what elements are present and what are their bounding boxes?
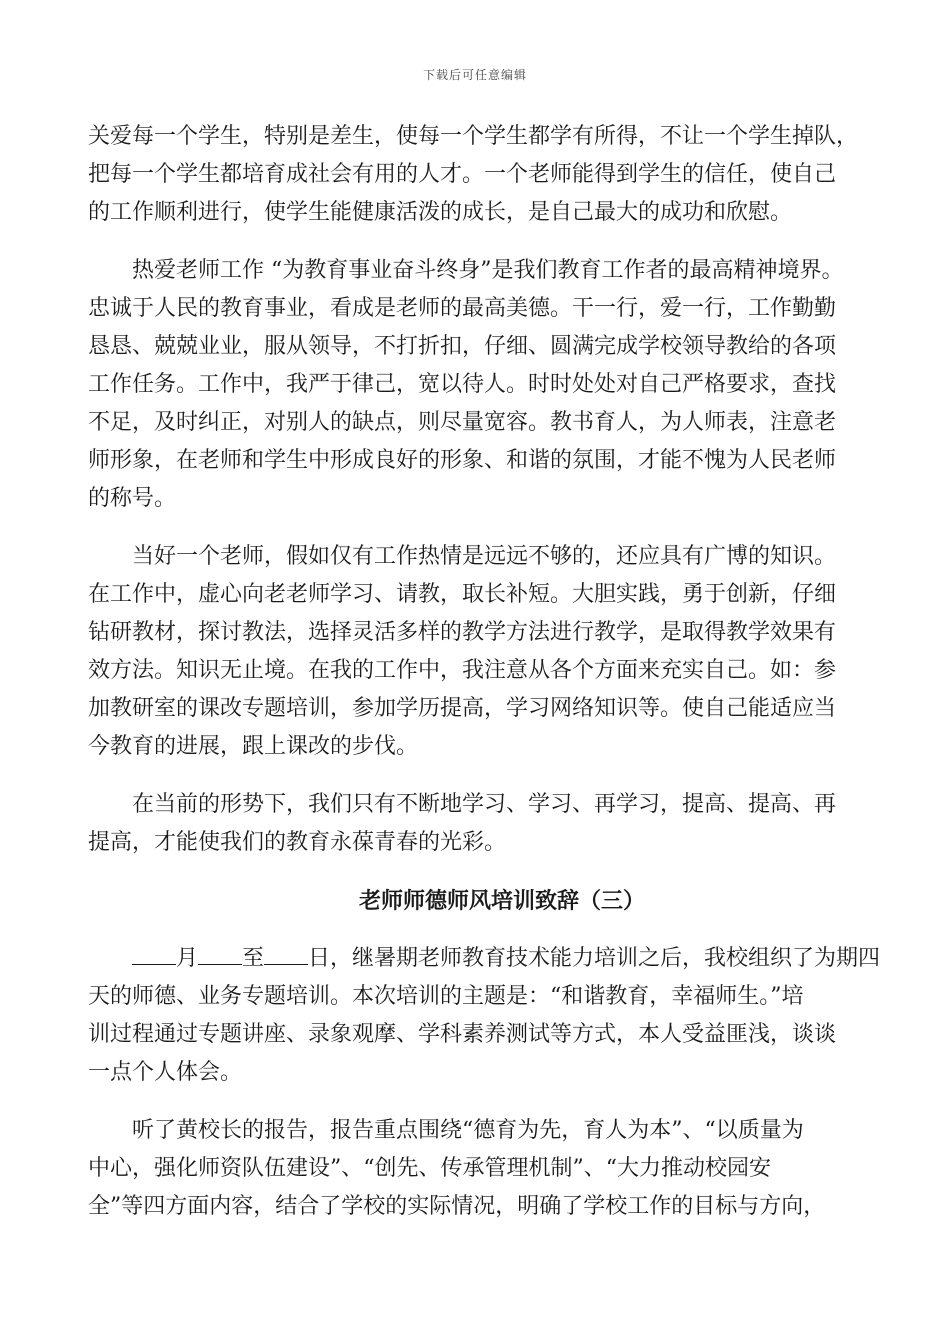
paragraph-line: 关爱每一个学生，特别是差生，使每一个学生都学有所得，不让一个学生掉队，	[88, 124, 859, 149]
paragraph-line: 训过程通过专题讲座、录象观摩、学科素养测试等方式，本人受益匪浅，谈谈	[88, 1022, 837, 1047]
paragraph-line: 加教研室的课改专题培训，参加学历提高，学习网络知识等。使自己能适应当	[88, 696, 837, 721]
paragraph-line: 工作任务。工作中，我严于律己，宽以待人。时时处处对自己严格要求，查找	[88, 372, 837, 397]
paragraph-line: 中心，强化师资队伍建设”、“创先、传承管理机制”、“大力推动校园安	[88, 1156, 771, 1181]
paragraph-line: 当好一个老师，假如仅有工作热情是远远不够的，还应具有广博的知识。	[132, 544, 837, 569]
paragraph-line: 不足，及时纠正，对别人的缺点，则尽量宽容。教书育人，为人师表，注意老	[88, 410, 837, 435]
paragraph-last	[88, 1112, 868, 1226]
paragraph-line: 恳恳、兢兢业业，服从领导，不打折扣，仔细、圆满完成学校领导教给的各项	[88, 334, 837, 359]
paragraph-line: 在工作中，虚心向老老师学习、请教，取长补短。大胆实践，勇于创新，仔细	[88, 582, 837, 607]
page-header: 下载后可任意编辑	[422, 68, 527, 82]
paragraph-line: 钻研教材，探讨教法，选择灵活多样的教学方法进行教学，是取得教学效果有	[88, 620, 837, 645]
paragraph-line: 提高，才能使我们的教育永葆青春的光彩。	[88, 830, 507, 855]
paragraph-line: 在当前的形势下，我们只有不断地学习、学习、再学习，提高、提高、再	[132, 792, 837, 817]
paragraph-line: 忠诚于人民的教育事业，看成是老师的最高美德。干一行，爱一行，工作勤勤	[88, 296, 837, 321]
paragraph-1	[88, 118, 868, 232]
blank-fill	[264, 942, 308, 965]
date-to: 至	[242, 946, 265, 971]
date-month: 月	[176, 946, 199, 971]
paragraph-line: 热爱老师工作 “为教育事业奋斗终身”是我们教育工作者的最高精神境界。	[132, 258, 844, 283]
paragraph-line: 天的师德、业务专题培训。本次培训的主题是：“和谐教育，幸福师生。”培	[88, 984, 804, 1009]
paragraph-line: 全”等四方面内容，结合了学校的实际情况，明确了学校工作的目标与方向，	[88, 1194, 826, 1219]
paragraph-line: 师形象，在老师和学生中形成良好的形象、和谐的氛围，才能不愧为人民老师	[88, 448, 837, 473]
paragraph-date	[88, 940, 881, 1092]
paragraph-line	[88, 940, 881, 978]
paragraph-line: 效方法。知识无止境。在我的工作中，我注意从各个方面来充实自己。如：参	[88, 658, 837, 683]
paragraph-2	[88, 252, 868, 518]
paragraph-3	[88, 538, 868, 766]
date-rest: 日，继暑期老师教育技术能力培训之后，我校组织了为期四	[308, 946, 881, 971]
paragraph-line: 今教育的进展，跟上课改的步伐。	[88, 734, 419, 759]
paragraph-4	[88, 786, 868, 862]
section-heading: 老师师德师风培训致辞（三）	[358, 888, 645, 914]
document-body	[88, 118, 881, 1246]
paragraph-line: 听了黄校长的报告，报告重点围绕“德育为先，育人为本”、“以质量为	[132, 1118, 804, 1143]
paragraph-line: 的称号。	[88, 486, 177, 511]
blank-fill	[198, 942, 242, 965]
paragraph-line: 的工作顺利进行，使学生能健康活泼的成长，是自己最大的成功和欣慰。	[88, 200, 793, 225]
paragraph-line: 把每一个学生都培育成社会有用的人才。一个老师能得到学生的信任，使自己	[88, 162, 837, 187]
blank-fill	[132, 942, 176, 965]
paragraph-line: 一点个人体会。	[88, 1060, 243, 1085]
